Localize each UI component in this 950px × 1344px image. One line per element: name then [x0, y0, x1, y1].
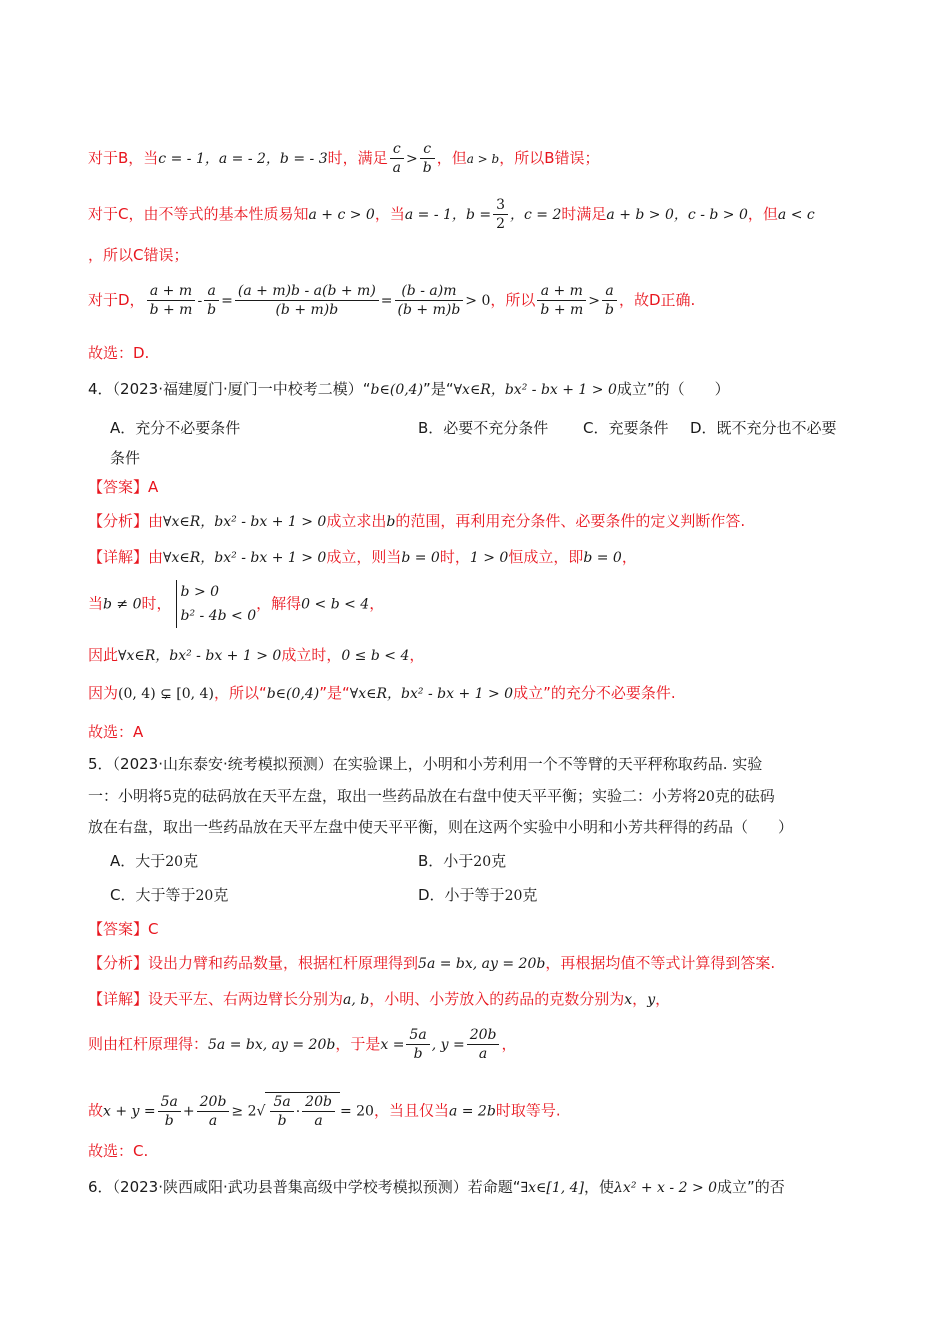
q5-answer: 【答案】C	[88, 920, 159, 938]
fraction: $\frac{(a + m)b - a(b + m)}{(b + m)b}$	[235, 282, 379, 319]
q4-answer: 【答案】A	[88, 478, 159, 496]
fraction: $\frac{20b}{a}$	[197, 1093, 230, 1130]
fraction: $\frac{3}{2}$	[493, 196, 508, 233]
q3-choice: 故选：D.	[88, 344, 150, 362]
q4-choice: 故选：A	[88, 723, 144, 741]
q4-option-a: A．充分不必要条件	[110, 419, 241, 437]
fraction: $\frac{a}{b}$	[602, 282, 617, 319]
sqrt-radicand: $\frac{5a}{b}$ · $\frac{20b}{a}$	[265, 1092, 340, 1130]
q5-detail: 【详解】设天平左、右两边臂长分别为a, b，小明、小芳放入的药品的克数分别为x，y，	[88, 990, 671, 1008]
q4-stem: 4．（2023·福建厦门·厦门一中校考二模）“b∈(0,4)”是“∀x∈R，bx² - bx + 1 > 0成立”的（ ）	[88, 380, 730, 398]
q5-stem-3: 放在右盘，取出一些药品放在天平左盘中使天平平衡，则在这两个实验中小明和小芳共秤得的药品（ ）	[88, 818, 794, 836]
q3-option-b-line: 对于B，当c = - 1，a = - 2，b = - 3时，满足 $\frac{c}{a}$ > $\frac{c}{b}$ ，但a > b，所以B错误；	[88, 141, 600, 176]
fraction: $\frac{c}{b}$	[420, 140, 435, 177]
q3-option-d-line: 对于D， $\frac{a + m}{b + m}$ - $\frac{a}{b}$ = $\frac{(a + m)b - a(b + m)}{(b + m)b}$ = $\frac{(b - a)m}{(b + m)b}$ > 0，所以 $\frac{a + m}{b + m}$ > $\frac{a}{b}$ ，故D正确.	[88, 283, 696, 318]
q4-because: 因为(0, 4) ⊊ [0, 4)，所以“b∈(0,4)”是“∀x∈R，bx² - bx + 1 > 0成立”的充分不必要条件.	[88, 684, 676, 702]
q3-option-c-end: ，所以C错误；	[88, 246, 189, 264]
q4-hence: 因此∀x∈R，bx² - bx + 1 > 0成立时，0 ≤ b < 4，	[88, 646, 425, 664]
q4-option-c: C．充要条件	[583, 419, 669, 437]
q5-choice: 故选：C.	[88, 1142, 149, 1160]
q5-option-b: B．小于20克	[418, 852, 507, 870]
fraction: $\frac{5a}{b}$	[406, 1026, 429, 1063]
q4-detail: 【详解】由∀x∈R，bx² - bx + 1 > 0成立，则当b = 0时，1 > 0恒成立，即b = 0，	[88, 548, 637, 566]
q4-option-d-cont: 条件	[110, 449, 141, 467]
q3-option-c-line: 对于C，由不等式的基本性质易知a + c > 0，当a = - 1，b = $\frac{3}{2}$ ，c = 2时满足a + b > 0，c - b > 0，但a < c	[88, 197, 815, 232]
q4-option-d: D．既不充分也不必要	[690, 419, 837, 437]
q5-stem-1: 5．（2023·山东泰安·统考模拟预测）在实验课上，小明和小芳利用一个不等臂的天平秤称取药品. 实验	[88, 755, 763, 773]
q5-option-c: C．大于等于20克	[110, 886, 229, 904]
q5-lever: 则由杠杆原理得：5a = bx, ay = 20b，于是x = $\frac{5a}{b}$ , y = $\frac{20b}{a}$ ，	[88, 1027, 517, 1062]
fraction: $\frac{c}{a}$	[390, 140, 404, 177]
q6-stem: 6．（2023·陕西咸阳·武功县普集高级中学校考模拟预测）若命题“∃x∈[1, 4]，使λx² + x - 2 > 0成立”的否	[88, 1178, 785, 1196]
fraction: $\frac{5a}{b}$	[158, 1093, 181, 1130]
q4-analysis: 【分析】由∀x∈R，bx² - bx + 1 > 0成立求出b的范围，再利用充分条件、必要条件的定义判断作答.	[88, 512, 746, 530]
q5-stem-2: 一：小明将5克的砝码放在天平左盘，取出一些药品放在右盘中使天平平衡；实验二：小芳将20克的砝码	[88, 787, 775, 805]
q5-option-a: A．大于20克	[110, 852, 199, 870]
q5-option-d: D．小于等于20克	[418, 886, 538, 904]
system-brace: b > 0 b² - 4b < 0	[176, 580, 257, 628]
q5-analysis: 【分析】设出力臂和药品数量，根据杠杆原理得到5a = bx, ay = 20b，再根据均值不等式计算得到答案.	[88, 954, 776, 972]
q4-case-line: 当b ≠ 0时， b > 0 b² - 4b < 0 ，解得0 < b < 4，	[88, 580, 384, 628]
fraction: $\frac{a + m}{b + m}$	[537, 282, 586, 319]
q4-option-b: B．必要不充分条件	[418, 419, 549, 437]
fraction: $\frac{(b - a)m}{(b + m)b}$	[395, 282, 464, 319]
q5-sum: 故x + y = $\frac{5a}{b}$ + $\frac{20b}{a}$ ≥ 2√ $\frac{5a}{b}$ · $\frac{20b}{a}$ = 20，当且仅当a = 2b时取等号.	[88, 1093, 561, 1129]
fraction: $\frac{a}{b}$	[204, 282, 219, 319]
fraction: $\frac{a + m}{b + m}$	[147, 282, 196, 319]
fraction: $\frac{20b}{a}$	[467, 1026, 500, 1063]
sqrt-sign: √	[256, 1103, 266, 1120]
